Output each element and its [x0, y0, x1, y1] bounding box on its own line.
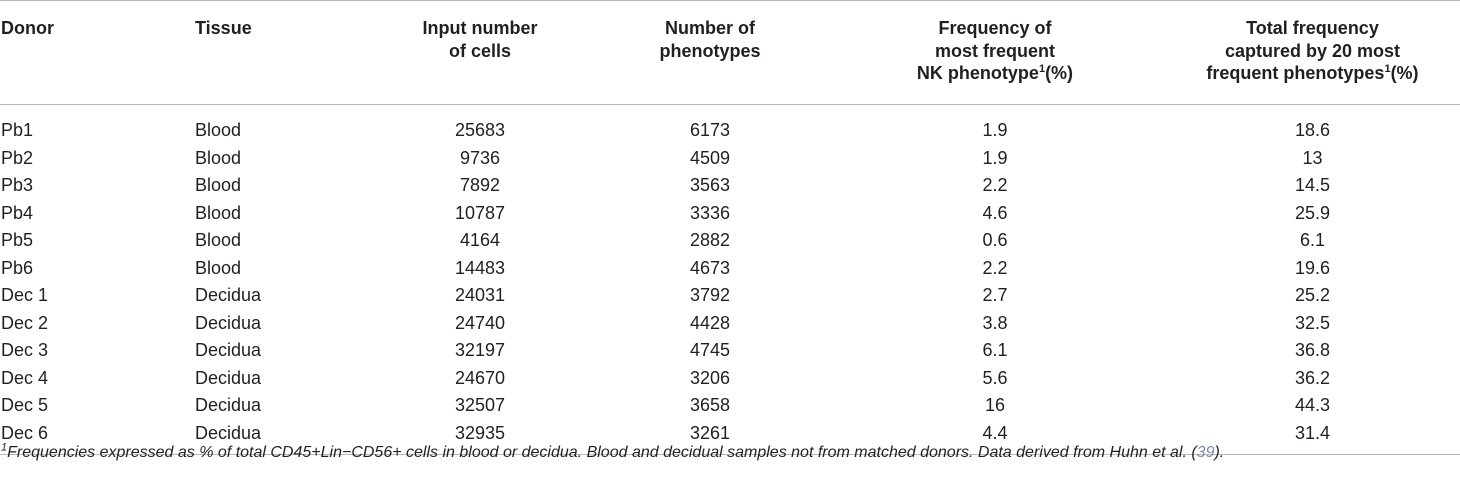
header-line: Total frequency [1246, 18, 1379, 38]
donor-cell: Dec 4 [1, 367, 49, 388]
top20-frequency-cell: 44.3 [1294, 395, 1331, 415]
tissue-cell: Decidua [195, 340, 262, 360]
input-cells-cell: 24670 [454, 367, 506, 388]
header-suffix: (%) [1390, 63, 1419, 83]
input-cells-cell: 32507 [454, 395, 506, 415]
donor-cell: Dec 6 [0, 420, 195, 455]
tissue-cell: Decidua [195, 395, 262, 415]
top20-frequency-cell: 36.2 [1294, 367, 1331, 388]
top20-frequency-cell: 18.6 [1294, 120, 1331, 140]
tissue-cell: Blood [195, 120, 242, 140]
input-cells-cell: 24031 [454, 285, 506, 305]
top20-frequency-cell: 14.5 [1294, 175, 1331, 195]
header-line: frequent phenotypes [1206, 63, 1385, 83]
footnote-tail: ). [1214, 444, 1225, 461]
phenotypes-cell: 3206 [689, 367, 731, 388]
top20-frequency-cell: 36.8 [1294, 340, 1331, 360]
top20-frequency-cell: 25.9 [1294, 202, 1331, 223]
header-donor [0, 1, 195, 105]
tissue-cell: Decidua [195, 285, 262, 305]
most-frequent-cell: 4.6 [982, 202, 1008, 223]
table-row [0, 392, 1460, 420]
phenotypes-cell: 4428 [689, 312, 731, 333]
header-line: Input number [422, 18, 538, 38]
most-frequent-cell: 2.7 [982, 285, 1008, 305]
tissue-cell: Decidua [195, 420, 365, 455]
header-footnote-marker: 1 [1038, 63, 1046, 75]
table-row [0, 310, 1460, 338]
most-frequent-cell: 3.8 [982, 312, 1008, 333]
input-cells-cell: 9736 [459, 147, 501, 168]
input-cells-cell: 32935 [365, 420, 595, 455]
most-frequent-cell: 2.2 [982, 257, 1008, 278]
tissue-cell: Blood [195, 202, 242, 223]
table-row [0, 200, 1460, 228]
phenotypes-cell: 6173 [689, 120, 731, 140]
donor-cell: Dec 1 [1, 285, 49, 305]
most-frequent-cell: 16 [984, 395, 1006, 415]
tissue-cell: Blood [195, 175, 242, 195]
most-frequent-cell: 0.6 [982, 230, 1008, 250]
footnote-reference-link[interactable]: 39 [1196, 444, 1215, 461]
donor-cell: Pb5 [1, 230, 34, 250]
phenotypes-cell: 3261 [595, 420, 825, 455]
table-row [0, 337, 1460, 365]
header-footnote-marker: 1 [1384, 63, 1391, 75]
top20-frequency-cell: 19.6 [1294, 257, 1331, 278]
table-row [0, 105, 1460, 145]
phenotypes-cell: 2882 [689, 230, 731, 250]
table-body [0, 105, 1460, 455]
header-input-cells [365, 1, 595, 105]
top20-frequency-cell: 25.2 [1294, 285, 1331, 305]
input-cells-cell: 24740 [454, 312, 506, 333]
most-frequent-cell: 6.1 [982, 340, 1008, 360]
top20-frequency-cell: 6.1 [1299, 230, 1326, 250]
top20-frequency-cell: 32.5 [1294, 312, 1331, 333]
header-suffix: (%) [1045, 63, 1074, 83]
most-frequent-cell: 1.9 [982, 120, 1008, 140]
top20-frequency-cell: 13 [1302, 147, 1323, 168]
phenotypes-cell: 4673 [689, 257, 731, 278]
phenotypes-cell: 3563 [689, 175, 731, 195]
table-row [0, 365, 1460, 393]
phenotypes-cell: 4509 [689, 147, 731, 168]
header-line: Frequency of [938, 18, 1052, 38]
header-line: NK phenotype [916, 63, 1039, 83]
input-cells-cell: 14483 [454, 257, 506, 278]
phenotypes-cell: 4745 [689, 340, 731, 360]
tissue-cell: Blood [195, 147, 242, 168]
header-line: Donor [1, 18, 54, 38]
table-row [0, 282, 1460, 310]
donor-cell: Pb1 [1, 120, 34, 140]
table-row [0, 255, 1460, 283]
most-frequent-cell: 4.4 [825, 420, 1165, 455]
donor-cell: Dec 2 [1, 312, 49, 333]
header-row [0, 1, 1460, 105]
header-tissue [195, 1, 365, 105]
input-cells-cell: 7892 [459, 175, 501, 195]
phenotypes-cell: 3792 [689, 285, 731, 305]
table-row [0, 172, 1460, 200]
tissue-cell: Blood [195, 257, 242, 278]
header-line: Number of [665, 18, 755, 38]
input-cells-cell: 32197 [454, 340, 506, 360]
header-line: Tissue [195, 18, 252, 38]
footnote-text: Frequencies expressed as % of total CD45+Lin−CD56+ cells in blood or decidua. Blood and decidual samples not from matched donors. Data derived from Huhn et al. ( [7, 444, 1197, 461]
header-line: phenotypes [659, 40, 761, 61]
most-frequent-cell: 5.6 [982, 367, 1008, 388]
footnote [1, 443, 1224, 463]
most-frequent-cell: 1.9 [982, 147, 1008, 168]
footnote-marker: 1 [1, 441, 8, 454]
top20-frequency-cell: 31.4 [1165, 420, 1460, 455]
input-cells-cell: 4164 [459, 230, 501, 250]
tissue-cell: Decidua [195, 367, 262, 388]
header-most-frequent [825, 1, 1165, 105]
phenotypes-cell: 3336 [689, 202, 731, 223]
donor-cell: Pb6 [1, 257, 34, 278]
header-phenotypes [595, 1, 825, 105]
donor-cell: Dec 3 [1, 340, 49, 360]
donor-cell: Pb3 [1, 175, 34, 195]
input-cells-cell: 10787 [454, 202, 506, 223]
most-frequent-cell: 2.2 [982, 175, 1008, 195]
donor-cell: Pb2 [1, 147, 34, 168]
header-top20-frequency [1165, 1, 1460, 105]
header-line: most frequent [934, 40, 1055, 61]
input-cells-cell: 25683 [454, 120, 506, 140]
header-line: of cells [448, 40, 512, 61]
table-header [0, 1, 1460, 105]
table-row [0, 227, 1460, 255]
donor-cell: Pb4 [1, 202, 34, 223]
table-row [0, 145, 1460, 173]
tissue-cell: Decidua [195, 312, 262, 333]
donor-cell: Dec 5 [1, 395, 49, 415]
tissue-cell: Blood [195, 230, 242, 250]
header-line: captured by 20 most [1224, 40, 1401, 61]
phenotypes-cell: 3658 [689, 395, 731, 415]
